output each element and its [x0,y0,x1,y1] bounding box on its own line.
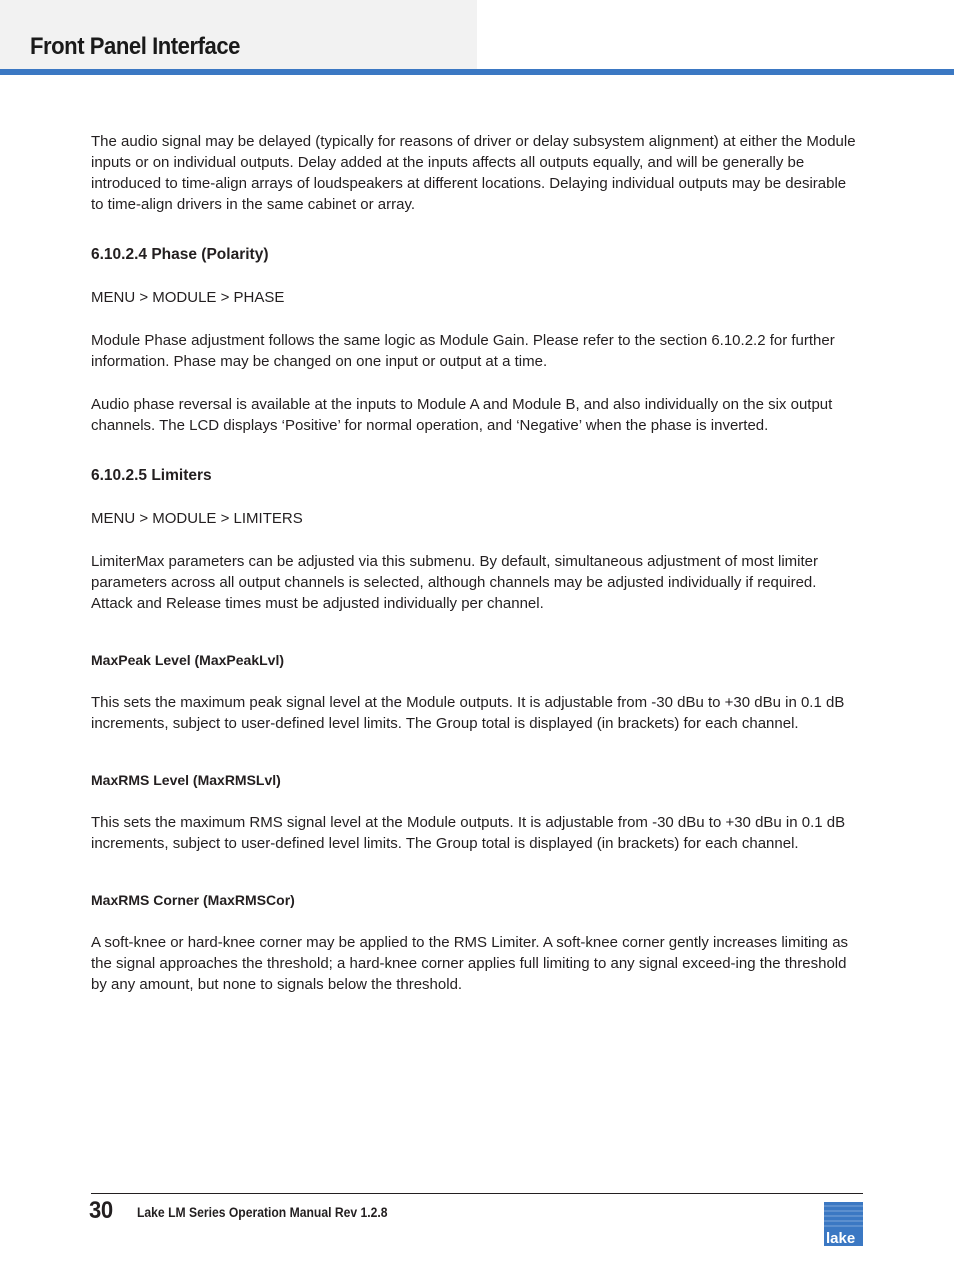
maxpeak-heading: MaxPeak Level (MaxPeakLvl) [91,652,284,668]
header-rule [0,69,954,75]
page-number: 30 [89,1197,113,1224]
limiters-paragraph: LimiterMax parameters can be adjusted via this submenu. By default, simultaneous adjustment of most limiter parameters across all output channels is selected, although channels may be adjusted individually if required. Attack and Release times must be adjusted individually per channel. [91,553,819,612]
phase-paragraph-2: Audio phase reversal is available at the inputs to Module A and Module B, and also individually on the six output channels. The LCD displays ‘Positive’ for normal operation, and ‘Negative’ when the phase is inverted. [91,396,833,434]
lake-logo-icon [824,1202,863,1246]
phase-menu-path: MENU > MODULE > PHASE [91,289,285,306]
page-content [91,131,861,1017]
limiters-menu-path: MENU > MODULE > LIMITERS [91,510,303,527]
page-title: Front Panel Interface [30,33,240,60]
phase-paragraph-1: Module Phase adjustment follows the same logic as Module Gain. Please refer to the section 6.10.2.2 for further information. Phase may be changed on one input or output at a time. [91,332,835,370]
phase-heading: 6.10.2.4 Phase (Polarity) [91,246,269,263]
maxrms-heading: MaxRMS Level (MaxRMSLvl) [91,772,281,788]
maxrmscor-paragraph: A soft-knee or hard-knee corner may be applied to the RMS Limiter. A soft-knee corner gently increases limiting as the signal approaches the threshold; a hard-knee corner applies full limiting to any signal exceed-ing the threshold by any amount, but none to signals below the threshold. [91,934,849,993]
maxrms-paragraph: This sets the maximum RMS signal level at the Module outputs. It is adjustable from -30 dBu to +30 dBu in 0.1 dB increments, subject to user-defined level limits. The Group total is displayed (in brackets) for each channel. [91,814,846,852]
limiters-heading: 6.10.2.5 Limiters [91,467,212,484]
manual-title: Lake LM Series Operation Manual Rev 1.2.8 [137,1205,388,1220]
logo-text: lake [826,1230,856,1246]
lake-logo [824,1202,863,1246]
footer-rule [91,1193,863,1194]
maxpeak-paragraph: This sets the maximum peak signal level at the Module outputs. It is adjustable from -30 dBu to +30 dBu in 0.1 dB increments, subject to user-defined level limits. The Group total is displayed (in brackets) for each channel. [91,694,845,732]
intro-paragraph: The audio signal may be delayed (typically for reasons of driver or delay subsystem alignment) at either the Module inputs or on individual outputs. Delay added at the inputs affects all outputs equally, and will be generally be introduced to time-align arrays of loudspeakers at different locations. Delaying individual outputs may be desirable to time-align drivers in the same cabinet or array. [91,133,856,213]
maxrmscor-heading: MaxRMS Corner (MaxRMSCor) [91,892,295,908]
